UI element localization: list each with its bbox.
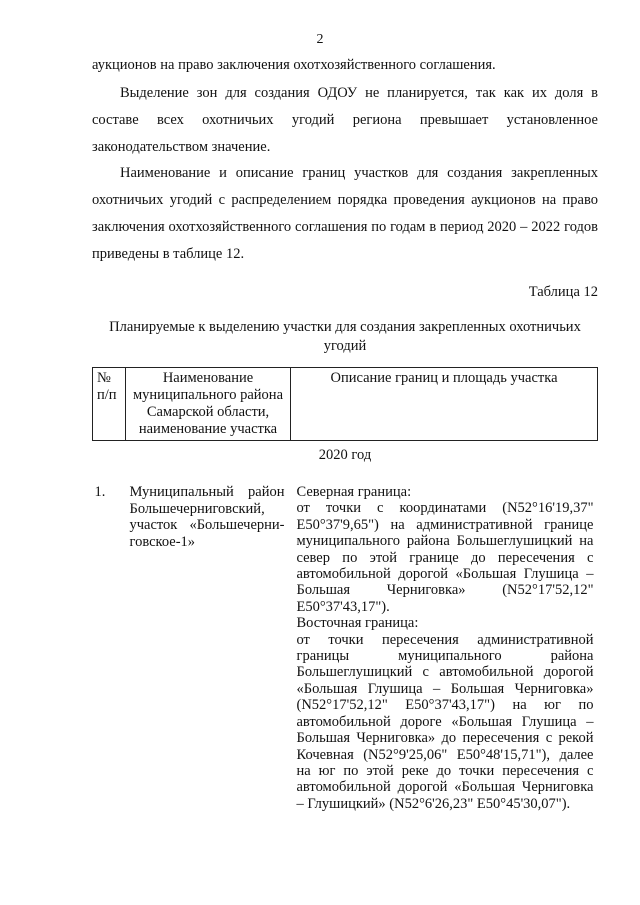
paragraph-1: аукционов на право заключения охотхозяйственного соглашения. — [92, 57, 496, 73]
year-label: 2020 год — [318, 447, 372, 463]
desc-line: от точки с координатами (N52°16'19,37" E50°37'9,65") на административной границе муниципального района Большеглушицкий на север по этой границе до пересечения с автомобильной дорогой «Большая Глушица – Большая Черниговка» (N52°17'52,12" E50°37'43,17"). — [296, 500, 594, 615]
table-header-row — [93, 368, 598, 441]
plots-table — [92, 367, 598, 812]
paragraph-2: Выделение зон для создания ОДОУ не планируется, так как их доля в составе всех охотничьих угодий региона превышает установленное законодательством значение. — [92, 85, 598, 155]
row-desc — [291, 480, 598, 812]
header-name: Наименование муниципального района Самарской области, наименование участка — [126, 368, 291, 441]
row-name: Муниципальный район Большечерниговский, участок «Большечерни-говское-1» — [129, 484, 285, 550]
table-label: Таблица 12 — [528, 284, 598, 300]
table-title: Планируемые к выделению участки для создания закрепленных охотничьих угодий — [109, 319, 581, 354]
desc-line: Северная граница: — [296, 484, 412, 500]
desc-line: Восточная граница: — [296, 615, 419, 632]
row-num: 1. — [94, 484, 106, 500]
paragraph-3: Наименование и описание границ участков для создания закрепленных охотничьих угодий с распределением порядка проведения аукционов на право заключения охотхозяйственного соглашения по годам в период 2020 – 2022 годов приведены в таблице 12. — [92, 165, 598, 262]
desc-line: от точки пересечения административной границы муниципального района Большеглушицкий с автомобильной дорогой «Большая Глушица – Большая Черниговка» (N52°17'52,12" E50°37'43,17") на юг по автомобильной дороге «Большая Глушица – Большая Черниговка» до пересечения с рекой Кочевная (N52°9'25,06" E50°48'15,71"), далее на юг по этой реке до точки пересечения с автомобильной дорогой «Большая Черниговка – Глушицкий» (N52°6'26,23" E50°45'30,07"). — [296, 631, 594, 812]
header-desc: Описание границ и площадь участка — [291, 368, 598, 441]
table-row — [93, 480, 598, 812]
year-row — [93, 441, 598, 481]
page-number: 2 — [316, 32, 324, 47]
header-num: № п/п — [93, 368, 126, 441]
